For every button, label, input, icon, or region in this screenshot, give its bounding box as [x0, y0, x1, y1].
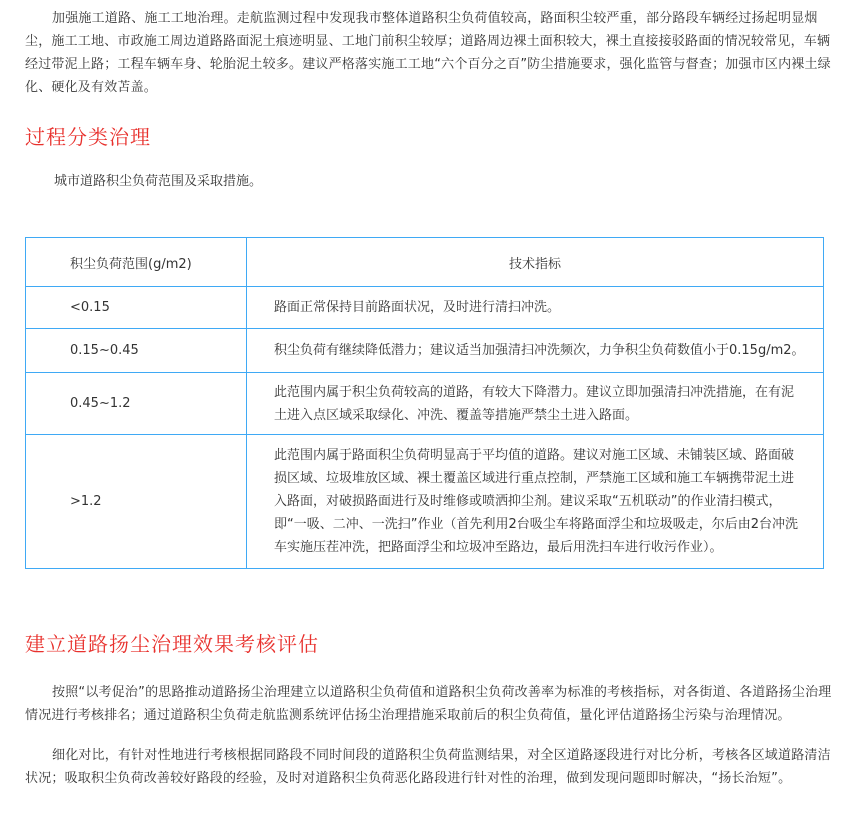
table-intro-text: 城市道路积尘负荷范围及采取措施。 — [54, 174, 263, 189]
assessment-paragraph-2: 细化对比，有针对性地进行考核根据同路段不同时间段的道路积尘负荷监测结果，对全区道路逐段进行对比分析，考核各区域道路清洁状况；吸取积尘负荷改善较好路段的经验，及时对道路积尘负荷恶化路段进行针对性的治理，做到发现问题即时解决，“扬长治短”。 — [25, 748, 831, 786]
table-header-row — [26, 238, 824, 287]
header-range: 积尘负荷范围(g/m2) — [26, 238, 247, 287]
dust-load-table — [25, 237, 824, 569]
range-cell: 0.45~1.2 — [26, 373, 247, 435]
table-row — [26, 435, 824, 569]
measure-cell: 此范围内属于积尘负荷较高的道路，有较大下降潜力。建议立即加强清扫冲洗措施，在有泥土进入点区域采取绿化、冲洗、覆盖等措施严禁尘土进入路面。 — [247, 373, 824, 435]
section-heading-process: 过程分类治理 — [25, 125, 151, 149]
range-cell: >1.2 — [26, 435, 247, 569]
range-cell: <0.15 — [26, 287, 247, 329]
table-row — [26, 329, 824, 373]
assessment-paragraph-1: 按照“以考促治”的思路推动道路扬尘治理建立以道路积尘负荷值和道路积尘负荷改善率为标准的考核指标，对各街道、各道路扬尘治理情况进行考核排名；通过道路积尘负荷走航监测系统评估扬尘治理措施采取前后的积尘负荷值，量化评估道路扬尘污染与治理情况。 — [25, 685, 832, 723]
measure-cell: 此范围内属于路面积尘负荷明显高于平均值的道路。建议对施工区域、未铺装区域、路面破损区域、垃圾堆放区域、裸土覆盖区域进行重点控制，严禁施工区域和施工车辆携带泥土进入路面，对破损路面进行及时维修或喷洒抑尘剂。建议采取“五机联动”的作业清扫模式，即“一吸、二冲、一洗扫”作业（首先利用2台吸尘车将路面浮尘和垃圾吸走，尔后由2台冲洗车实施压茬冲洗，把路面浮尘和垃圾冲至路边，最后用洗扫车进行收污作业）。 — [247, 435, 824, 569]
table-row — [26, 373, 824, 435]
range-cell: 0.15~0.45 — [26, 329, 247, 373]
section-heading-assessment: 建立道路扬尘治理效果考核评估 — [25, 632, 319, 656]
intro-paragraph: 加强施工道路、施工工地治理。走航监测过程中发现我市整体道路积尘负荷值较高，路面积尘较严重，部分路段车辆经过扬起明显烟尘，施工工地、市政施工周边道路路面泥土痕迹明显、工地门前积尘较厚；道路周边裸土面积较大，裸土直接接驳路面的情况较常见，车辆经过带泥上路；工程车辆车身、轮胎泥土较多。建议严格落实施工工地“六个百分之百”防尘措施要求，强化监管与督查；加强市区内裸土绿化、硬化及有效苫盖。 — [25, 11, 831, 95]
header-measure: 技术指标 — [247, 238, 824, 287]
table-row — [26, 287, 824, 329]
measure-cell: 积尘负荷有继续降低潜力；建议适当加强清扫冲洗频次，力争积尘负荷数值小于0.15g/m2。 — [247, 329, 824, 373]
measure-cell: 路面正常保持目前路面状况，及时进行清扫冲洗。 — [247, 287, 824, 329]
